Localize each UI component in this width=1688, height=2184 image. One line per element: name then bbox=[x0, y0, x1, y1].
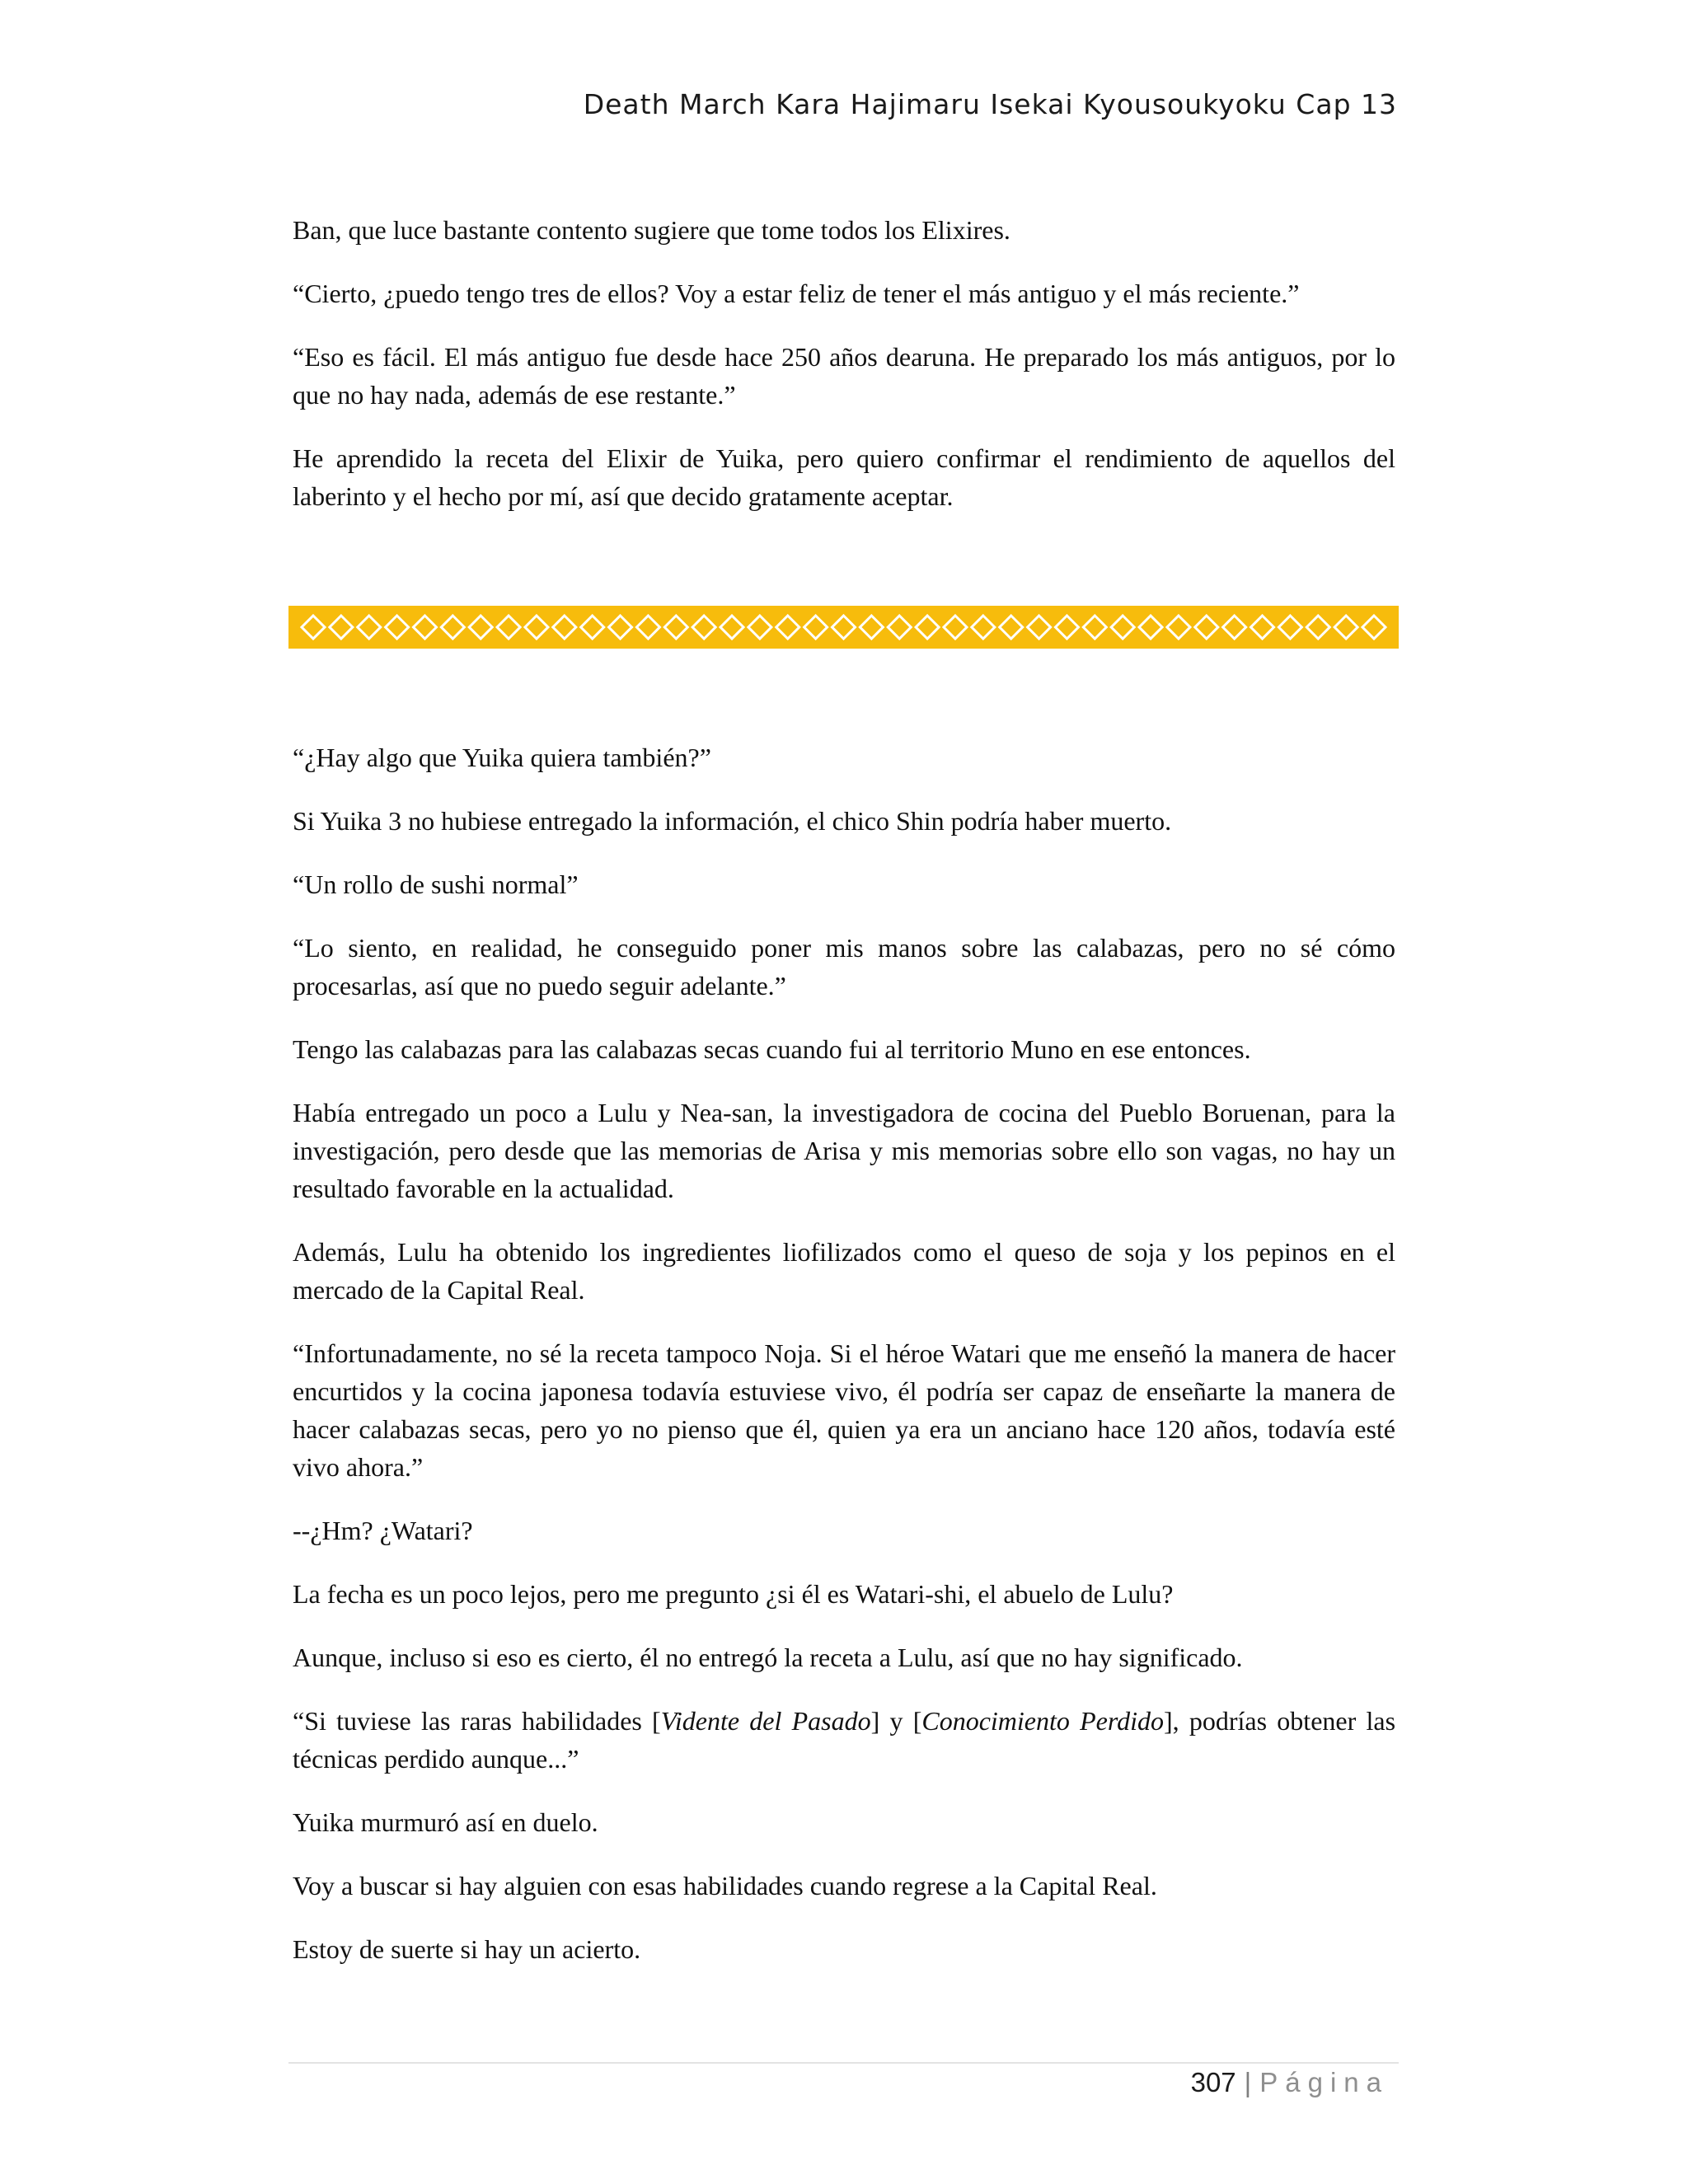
paragraph: “Cierto, ¿puedo tengo tres de ellos? Voy a estar feliz de tener el más antiguo y el más reciente.” bbox=[293, 279, 1300, 308]
diamond-icon bbox=[720, 616, 743, 639]
diamond-icon bbox=[386, 616, 409, 639]
paragraph: “Lo siento, en realidad, he conseguido poner mis manos sobre las calabazas, pero no sé cómo procesarlas, así que no puedo seguir adelante.” bbox=[293, 933, 1395, 1001]
diamond-icon bbox=[1223, 616, 1246, 639]
diamond-icon bbox=[302, 616, 325, 639]
diamond-icon bbox=[664, 616, 687, 639]
diamond-icon bbox=[1362, 616, 1386, 639]
diamond-icon bbox=[1055, 616, 1078, 639]
paragraph: Además, Lulu ha obtenido los ingredientes liofilizados como el queso de soja y los pepinos en el mercado de la Capital Real. bbox=[293, 1237, 1395, 1305]
section-divider bbox=[288, 606, 1399, 649]
footer-rule bbox=[288, 2062, 1399, 2064]
paragraph: He aprendido la receta del Elixir de Yuika, pero quiero confirmar el rendimiento de aquellos del laberinto y el hecho por mí, así que decido gratamente aceptar. bbox=[293, 443, 1395, 511]
running-header: Death March Kara Hajimaru Isekai Kyousoukyoku Cap 13 bbox=[583, 88, 1397, 120]
diamond-icon bbox=[1306, 616, 1329, 639]
diamond-icon bbox=[804, 616, 828, 639]
paragraph: Si Yuika 3 no hubiese entregado la información, el chico Shin podría haber muerto. bbox=[293, 806, 1172, 836]
diamond-icon bbox=[776, 616, 799, 639]
paragraph: Voy a buscar si hay alguien con esas habilidades cuando regrese a la Capital Real. bbox=[293, 1871, 1157, 1900]
diamond-icon bbox=[972, 616, 995, 639]
diamond-ornament-row bbox=[288, 606, 1399, 649]
diamond-icon bbox=[860, 616, 883, 639]
diamond-icon bbox=[1111, 616, 1134, 639]
diamond-icon bbox=[636, 616, 659, 639]
diamond-icon bbox=[413, 616, 436, 639]
paragraph: Aunque, incluso si eso es cierto, él no entregó la receta a Lulu, así que no hay significado. bbox=[293, 1643, 1243, 1672]
diamond-icon bbox=[1167, 616, 1190, 639]
diamond-icon bbox=[330, 616, 353, 639]
skill-name: Vidente del Pasado bbox=[660, 1706, 871, 1736]
diamond-icon bbox=[358, 616, 381, 639]
paragraph: Tengo las calabazas para las calabazas secas cuando fui al territorio Muno en ese entonces. bbox=[293, 1034, 1251, 1064]
text-span: ], podrías obtener las técnicas perdido aunque...” bbox=[293, 1706, 1396, 1774]
diamond-icon bbox=[1195, 616, 1218, 639]
diamond-icon bbox=[944, 616, 967, 639]
page-word: Página bbox=[1259, 2067, 1389, 2097]
diamond-icon bbox=[441, 616, 464, 639]
diamond-icon bbox=[609, 616, 632, 639]
diamond-icon bbox=[916, 616, 939, 639]
diamond-icon bbox=[1000, 616, 1023, 639]
diamond-icon bbox=[469, 616, 492, 639]
paragraph: --¿Hm? ¿Watari? bbox=[293, 1516, 473, 1545]
paragraph: Estoy de suerte si hay un acierto. bbox=[293, 1934, 641, 1964]
text-span: ] y [ bbox=[870, 1706, 922, 1736]
diamond-icon bbox=[1251, 616, 1274, 639]
diamond-icon bbox=[832, 616, 856, 639]
paragraph: “Eso es fácil. El más antiguo fue desde hace 250 años dearuna. He preparado los más antiguos, por lo que no hay nada, además de ese restante.” bbox=[293, 342, 1395, 410]
diamond-icon bbox=[1028, 616, 1051, 639]
skill-name: Conocimiento Perdido bbox=[921, 1706, 1165, 1736]
diamond-icon bbox=[748, 616, 771, 639]
text-span: “Si tuviese las raras habilidades [ bbox=[293, 1706, 661, 1736]
paragraph: Había entregado un poco a Lulu y Nea-san, la investigadora de cocina del Pueblo Boruenan, para la investigación, pero desde que las memorias de Arisa y mis memorias sobre ello son vagas, no hay un resultado favorable en la actualidad. bbox=[293, 1098, 1395, 1203]
paragraph: “Infortunadamente, no sé la receta tampoco Noja. Si el héroe Watari que me enseñó la manera de hacer encurtidos y la cocina japonesa todavía estuviese vivo, él podría ser capaz de enseñarte la manera de hacer calabazas secas, pero yo no pienso que él, quien ya era un anciano hace 120 años, todavía esté vivo ahora.” bbox=[293, 1338, 1395, 1482]
paragraph: Yuika murmuró así en duelo. bbox=[293, 1807, 598, 1837]
paragraph: “Un rollo de sushi normal” bbox=[293, 869, 579, 899]
diamond-icon bbox=[1278, 616, 1301, 639]
diamond-icon bbox=[1083, 616, 1106, 639]
page-number: 307 bbox=[1190, 2067, 1236, 2097]
diamond-icon bbox=[525, 616, 548, 639]
paragraph: Ban, que luce bastante contento sugiere que tome todos los Elixires. bbox=[293, 215, 1010, 245]
footer-separator: | bbox=[1244, 2067, 1252, 2097]
diamond-icon bbox=[888, 616, 911, 639]
diamond-icon bbox=[497, 616, 520, 639]
paragraph: La fecha es un poco lejos, pero me pregunto ¿si él es Watari-shi, el abuelo de Lulu? bbox=[293, 1579, 1174, 1609]
skills-paragraph bbox=[293, 1702, 1395, 1778]
diamond-icon bbox=[581, 616, 604, 639]
diamond-icon bbox=[1334, 616, 1357, 639]
diamond-icon bbox=[692, 616, 715, 639]
diamond-icon bbox=[1139, 616, 1162, 639]
paragraph: “¿Hay algo que Yuika quiera también?” bbox=[293, 743, 711, 772]
diamond-icon bbox=[553, 616, 576, 639]
page-footer bbox=[293, 2067, 1389, 2098]
